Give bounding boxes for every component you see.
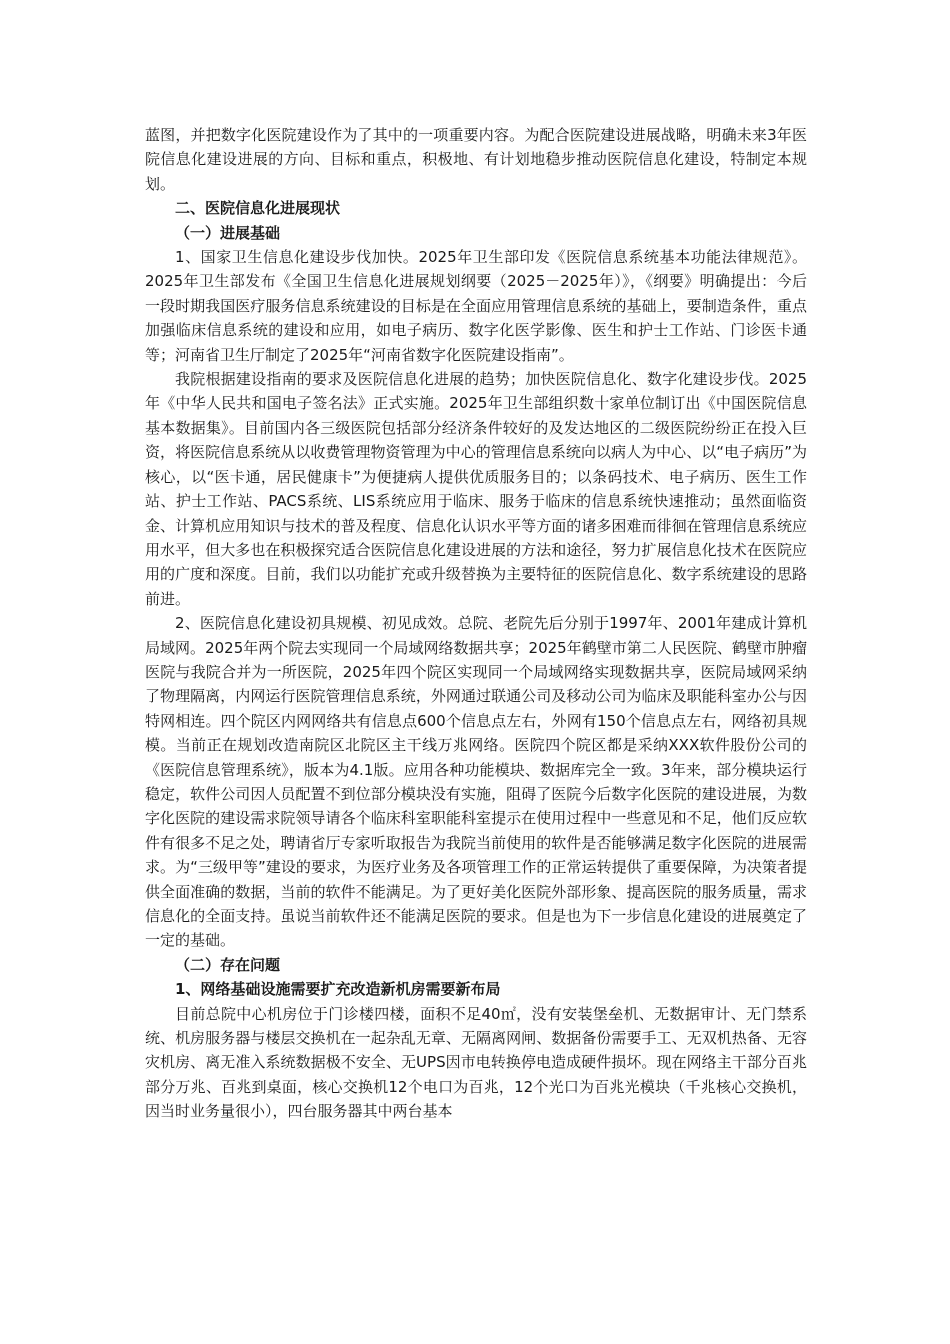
section-heading-status: 二、医院信息化进展现状 (175, 199, 341, 218)
paragraph-hospital-progress: 我院根据建设指南的要求及医院信息化进展的趋势；加快医院信息化、数字化建设步伐。2025年《中华人民共和国电子签名法》正式实施。2025年卫生部组织数十家单位制订出《中国医院信息基本数据集》。目前国内各三级医院包括部分经济条件较好的及发达地区的二级医院纷纷正在投入巨资，将医院信息系统从以收费管理物资管理为中心的管理信息系统向以病人为中心、以“电子病历”为核心，以“医卡通，居民健康卡”为便捷病人提供优质服务目的；以条码技术、电子病历、医生工作站、护士工作站、PACS系统、LIS系统应用于临床、服务于临床的信息系统快速推动；虽然面临资金、计算机应用知识与技术的普及程度、信息化认识水平等方面的诸多困难而徘徊在管理信息系统应用水平，但大多也在积极探究适合医院信息化建设进展的方法和途径，努力扩展信息化技术在医院应用的广度和深度。目前，我们以功能扩充或升级替换为主要特征的医院信息化、数字系统建设的思路前进。 (145, 370, 807, 608)
paragraph-national-progress: 1、国家卫生信息化建设步伐加快。2025年卫生部印发《医院信息系统基本功能法律规范》。2025年卫生部发布《全国卫生信息化进展规划纲要（2025－2025年）》，《纲要》明确提出：今后一段时期我国医疗服务信息系统建设的目标是在全面应用管理信息系统的基础上，要制造条件，重点加强临床信息系统的建设和应用，如电子病历、数字化医学影像、医生和护士工作站、门诊医卡通等；河南省卫生厅制定了2025年“河南省数字化医院建设指南”。 (145, 248, 807, 364)
subsection-heading-foundation: （一）进展基础 (175, 223, 281, 242)
paragraph-initial-scale: 2、医院信息化建设初具规模、初见成效。总院、老院先后分别于1997年、2001年建成计算机局域网。2025年两个院去实现同一个局域网络数据共享；2025年鹤壁市第二人民医院、鹤壁市肿瘤医院与我院合并为一所医院，2025年四个院区实现同一个局域网络实现数据共享，医院局域网采纳了物理隔离，内网运行医院管理信息系统，外网通过联通公司及移动公司为临床及职能科室办公与因特网相连。四个院区内网网络共有信息点600个信息点左右，外网有150个信息点左右，网络初具规模。当前正在规划改造南院区北院区主干线万兆网络。医院四个院区都是采纳XXX软件股份公司的《医院信息管理系统》，版本为4.1版。应用各种功能模块、数据库完全一致。3年来，部分模块运行稳定，软件公司因人员配置不到位部分模块没有实施，阻碍了医院今后数字化医院的建设进展，为数字化医院的建设需求院领导请各个临床科室职能科室提示在使用过程中一些意见和不足，他们反应软件有很多不足之处，聘请省厅专家听取报告为我院当前使用的软件是否能够满足数字化医院的进展需求。为“三级甲等”建设的要求，为医疗业务及各项管理工作的正常运转提供了重要保障，为决策者提供全面准确的数据，当前的软件不能满足。为了更好美化医院外部形象、提高医院的服务质量，需求信息化的全面支持。虽说当前软件还不能满足医院的要求。但是也为下一步信息化建设的进展奠定了一定的基础。 (145, 614, 807, 950)
paragraph-machine-room: 目前总院中心机房位于门诊楼四楼，面积不足40㎡，没有安装堡垒机、无数据审计、无门禁系统、机房服务器与楼层交换机在一起杂乱无章、无隔离网闸、数据备份需要手工、无双机热备、无容灾机房、离无准入系统数据极不安全、无UPS因市电转换停电造成硬件损坏。现在网络主干部分百兆部分万兆、百兆到桌面，核心交换机12个电口为百兆，12个光口为百兆光模块（千兆核心交换机，因当时业务量很小），四台服务器其中两台基本 (145, 1004, 807, 1121)
paragraph-intro: 蓝图，并把数字化医院建设作为了其中的一项重要内容。为配合医院建设进展战略，明确未来3年医院信息化建设进展的方向、目标和重点，积极地、有计划地稳步推动医院信息化建设，特制定本规划。 (145, 126, 807, 193)
document-page (145, 123, 807, 1124)
subsection-heading-problems: （二）存在问题 (175, 955, 281, 974)
item-heading-network: 1、网络基础设施需要扩充改造新机房需要新布局 (175, 980, 501, 999)
